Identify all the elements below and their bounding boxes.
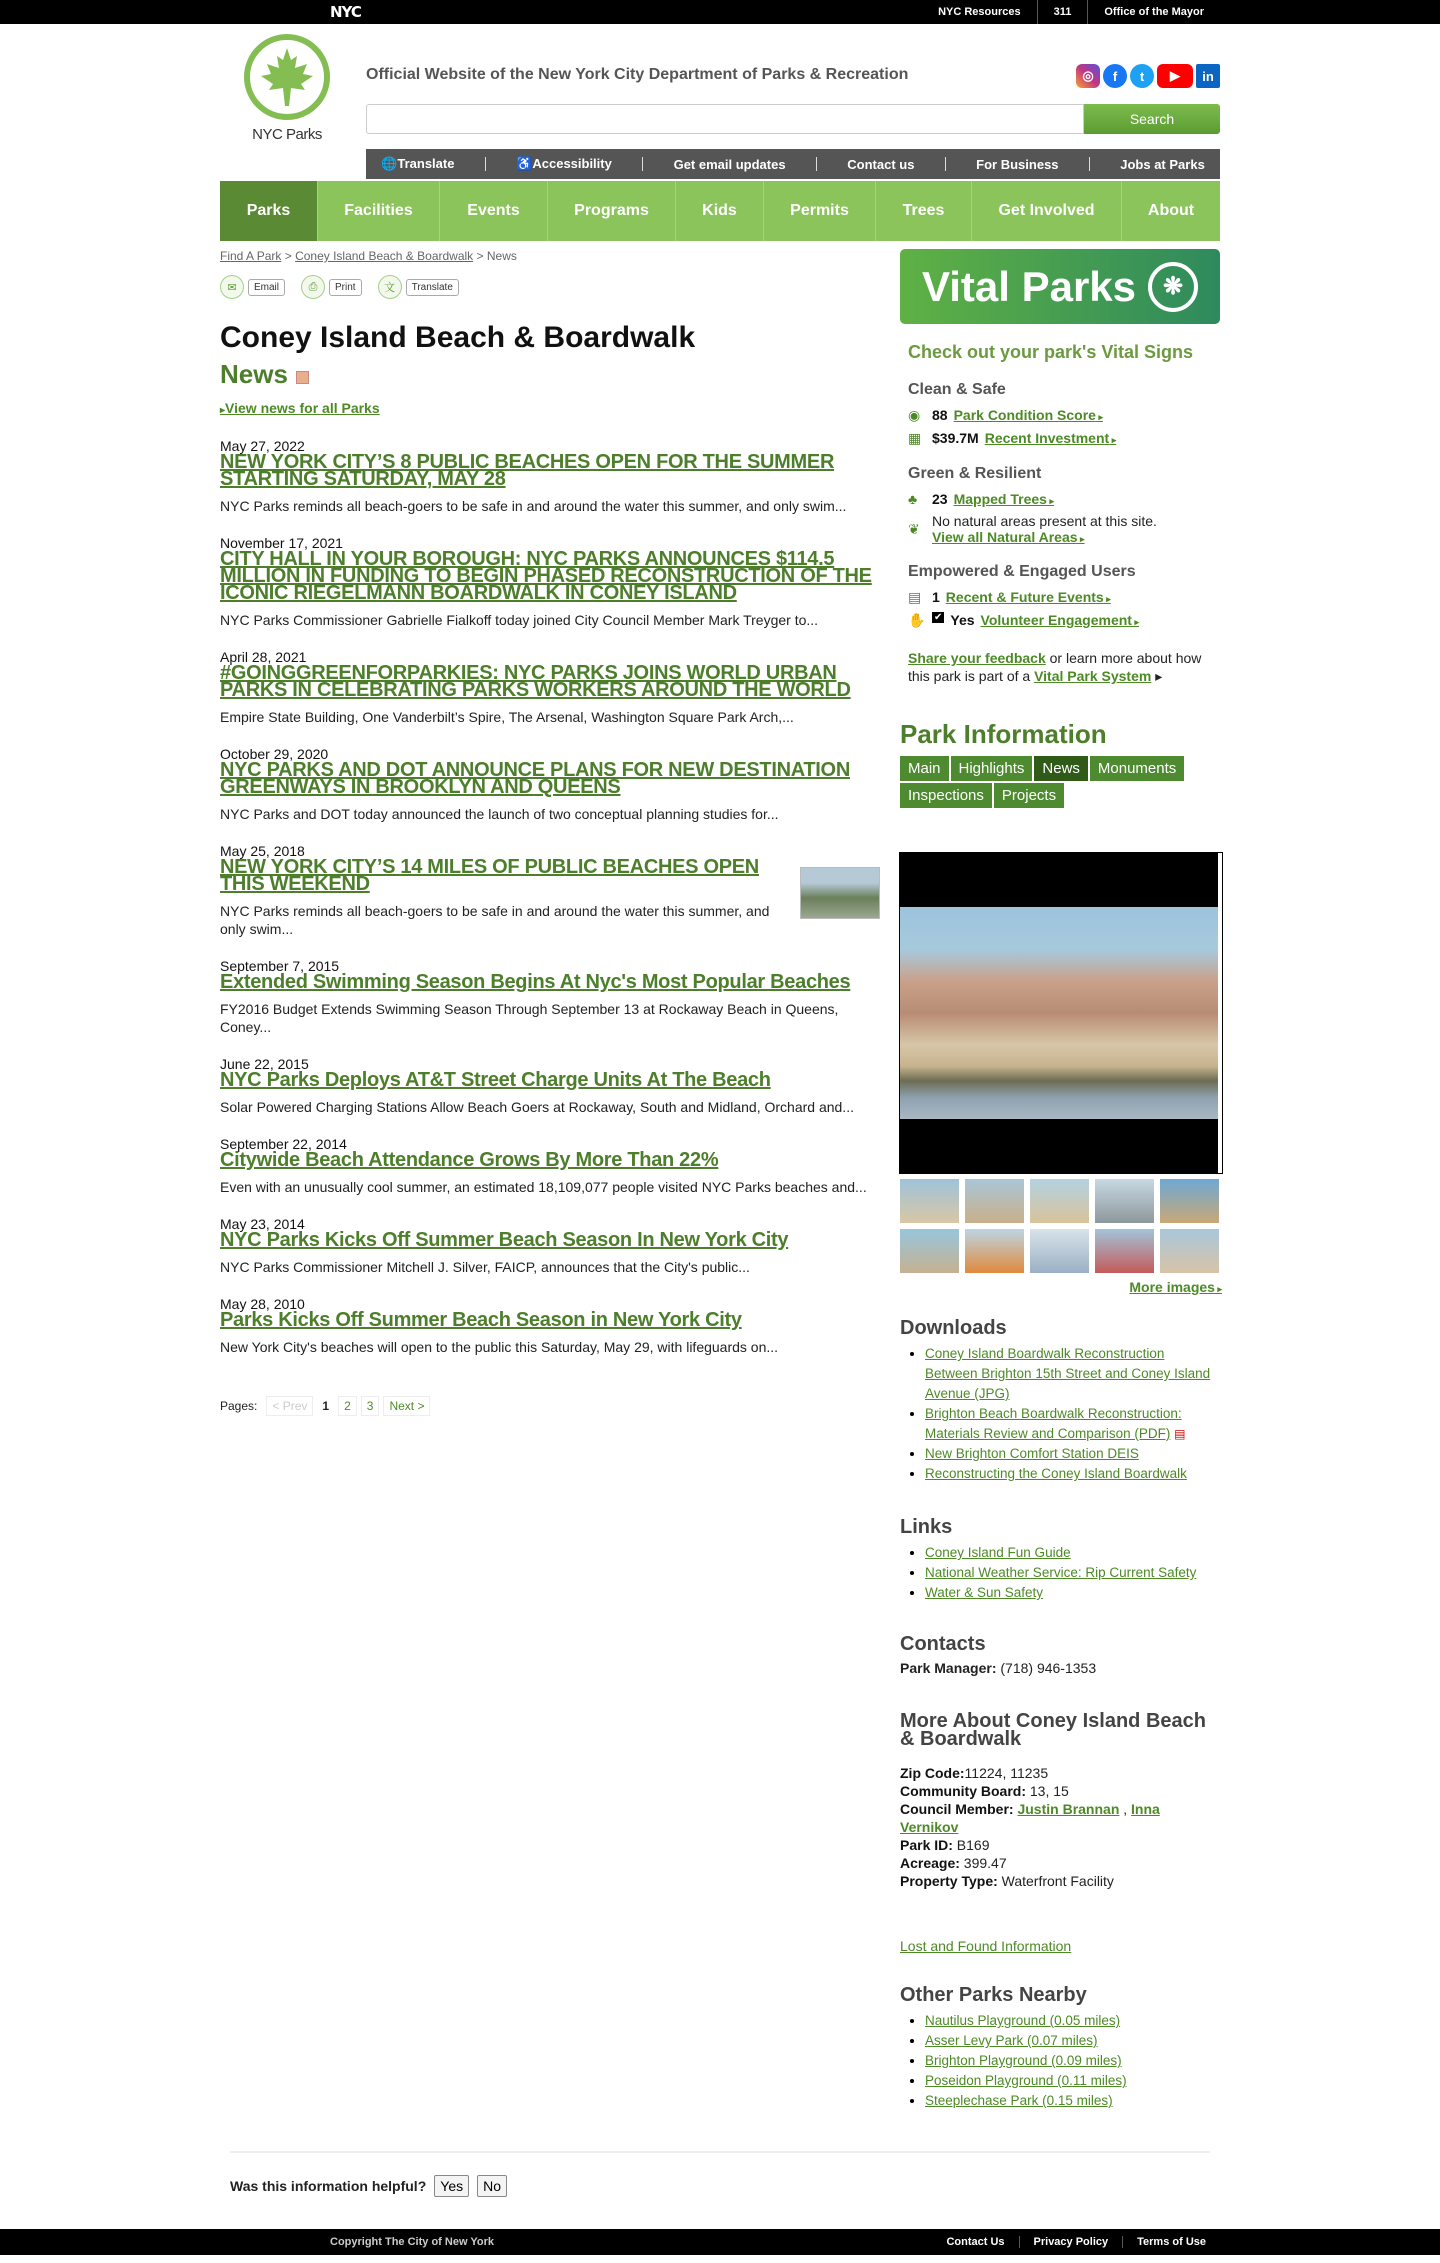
page-title: Coney Island Beach & Boardwalk xyxy=(220,321,696,354)
divider xyxy=(230,2151,1210,2153)
feedback-middle-text: or learn more about how this park is part of a xyxy=(908,650,1202,684)
pdf-icon: ▤ xyxy=(1174,1427,1186,1441)
official-website-title: Official Website of the New York City Department of Parks & Recreation xyxy=(366,66,909,83)
tab-inspections[interactable]: Inspections xyxy=(900,783,992,808)
no-button[interactable]: No xyxy=(477,2175,507,2197)
news-title-link[interactable]: CITY HALL IN YOUR BOROUGH: NYC PARKS ANNOUNCES $114.5 MILLION IN FUNDING TO BEGIN PHASED RECONSTRUCTION OF THE ICONIC RIEGELMANN BOARDWALK IN CONEY ISLAND xyxy=(220,548,872,604)
social-links xyxy=(1076,64,1220,88)
gallery-thumbnail[interactable] xyxy=(900,1179,959,1223)
copyright: Copyright The City of New York xyxy=(330,2236,494,2248)
investment-value: $39.7M xyxy=(932,430,979,446)
maple-leaf-icon: ❋ xyxy=(1148,262,1198,312)
contacts-heading: Contacts xyxy=(900,1633,986,1655)
breadcrumb-find-a-park[interactable]: Find A Park xyxy=(220,249,282,263)
nav-kids[interactable]: Kids xyxy=(676,181,764,241)
board-label: Community Board: xyxy=(900,1783,1026,1799)
facebook-icon[interactable]: f xyxy=(1103,64,1127,88)
translate-icon: 🌐 xyxy=(381,156,398,171)
vital-park-system-link[interactable]: Vital Park System xyxy=(1034,668,1152,684)
pagination xyxy=(220,1396,880,1416)
volunteer-link[interactable]: Volunteer Engagement ▸ xyxy=(981,612,1139,628)
main-content xyxy=(220,249,880,2111)
nav-trees[interactable]: Trees xyxy=(876,181,972,241)
accessibility-label: Accessibility xyxy=(532,156,612,171)
nearby-park-link[interactable]: Poseidon Playground (0.11 miles) xyxy=(925,2073,1127,2088)
lost-found xyxy=(900,1938,1220,1954)
news-item xyxy=(220,1296,880,1356)
news-title-link[interactable]: Citywide Beach Attendance Grows By More Than 22% xyxy=(220,1149,719,1171)
prev-page-button: < Prev xyxy=(266,1396,313,1416)
nyc-resources-link[interactable]: NYC Resources xyxy=(938,6,1021,18)
breadcrumb-sep: > xyxy=(473,249,487,263)
tab-highlights[interactable]: Highlights xyxy=(951,756,1033,781)
list-item xyxy=(925,2071,1220,2091)
pages-label: Pages: xyxy=(220,1399,258,1413)
external-link[interactable]: Water & Sun Safety xyxy=(925,1585,1044,1600)
links-list xyxy=(900,1543,1220,1603)
for-business-link[interactable]: For Business xyxy=(976,156,1059,172)
gallery-thumbnail[interactable] xyxy=(1095,1179,1154,1223)
trees-row xyxy=(908,491,1220,507)
news-date: June 22, 2015 xyxy=(220,1056,309,1072)
tab-main[interactable]: Main xyxy=(900,756,949,781)
translate-link[interactable] xyxy=(381,156,454,172)
nav-parks[interactable]: Parks xyxy=(220,181,318,241)
natural-areas-link[interactable]: View all Natural Areas ▸ xyxy=(932,529,1085,545)
youtube-icon[interactable]: ▶ xyxy=(1157,64,1193,88)
external-link[interactable]: Coney Island Fun Guide xyxy=(925,1545,1071,1560)
share-tools xyxy=(220,275,880,299)
acreage-value: 399.47 xyxy=(959,1855,1007,1871)
news-summary: NYC Parks and DOT today announced the launch of two conceptual planning studies for... xyxy=(220,806,779,822)
lost-found-link[interactable]: Lost and Found Information xyxy=(900,1938,1072,1954)
vital-parks-title: Vital Parks xyxy=(921,262,1137,310)
print-label: Print xyxy=(329,279,362,296)
natural-areas-text: No natural areas present at this site. xyxy=(932,513,1157,529)
park-id-label: Park ID: xyxy=(900,1837,953,1853)
gallery-thumbnail[interactable] xyxy=(1160,1229,1219,1273)
linkedin-icon[interactable]: in xyxy=(1196,64,1220,88)
links-heading: Links xyxy=(900,1516,953,1538)
accessibility-link[interactable] xyxy=(516,156,612,172)
investment-link[interactable]: Recent Investment ▸ xyxy=(985,430,1117,446)
mapped-trees-link[interactable]: Mapped Trees ▸ xyxy=(954,491,1054,507)
acreage-label: Acreage: xyxy=(900,1855,960,1871)
property-type-label: Property Type: xyxy=(900,1873,998,1889)
gallery-thumbnail[interactable] xyxy=(1030,1179,1089,1223)
yes-button[interactable]: Yes xyxy=(434,2175,469,2197)
printer-icon: ⎙ xyxy=(301,275,325,299)
green-resilient-heading: Green & Resilient xyxy=(908,465,1042,482)
jobs-link[interactable]: Jobs at Parks xyxy=(1120,156,1205,172)
gallery-main-image[interactable] xyxy=(900,853,1222,1173)
news-title-link[interactable]: Parks Kicks Off Summer Beach Season in New York City xyxy=(220,1309,742,1331)
park-manager-label: Park Manager: xyxy=(900,1660,997,1676)
nav-events[interactable]: Events xyxy=(440,181,548,241)
list-item xyxy=(925,1543,1220,1563)
news-summary: NYC Parks Commissioner Mitchell J. Silver, FAICP, announces that the City's public... xyxy=(220,1259,750,1275)
contact-us-link[interactable]: Contact us xyxy=(847,156,915,172)
list-item xyxy=(925,1344,1220,1404)
translate-button[interactable] xyxy=(378,275,459,299)
news-item xyxy=(220,1136,880,1196)
zip-value: 11224, 11235 xyxy=(964,1765,1049,1781)
nearby-park-link[interactable]: Steeplechase Park (0.15 miles) xyxy=(925,2093,1113,2108)
engaged-users-heading: Empowered & Engaged Users xyxy=(908,563,1136,580)
news-summary: NYC Parks Commissioner Gabrielle Fialkoff today joined City Council Member Mark Treyger to... xyxy=(220,612,819,628)
page-1: 1 xyxy=(322,1399,330,1413)
news-date: September 22, 2014 xyxy=(220,1136,347,1152)
council-member-link[interactable]: Inna Vernikov xyxy=(900,1801,1160,1835)
investment-icon: ▦ xyxy=(908,430,922,446)
utility-bar xyxy=(366,149,1220,179)
header xyxy=(220,24,1220,172)
search-button[interactable]: Search xyxy=(1084,104,1220,134)
downloads-list xyxy=(900,1344,1220,1484)
translate-icon: 文 xyxy=(378,275,402,299)
search-input[interactable] xyxy=(366,104,1084,134)
nearby-list xyxy=(900,2011,1220,2111)
list-item xyxy=(925,1583,1220,1603)
park-manager-contact xyxy=(900,1660,1220,1676)
page-2[interactable]: 2 xyxy=(338,1396,357,1416)
footer-terms-link[interactable]: Terms of Use xyxy=(1122,2236,1220,2248)
nyc-logo[interactable]: NYC xyxy=(330,3,361,21)
nyc-parks-logo[interactable] xyxy=(243,34,331,143)
page-3[interactable]: 3 xyxy=(361,1396,380,1416)
park-id-value: B169 xyxy=(952,1837,990,1853)
volunteer-value: Yes xyxy=(950,612,975,628)
divider xyxy=(642,157,643,171)
download-link[interactable]: Coney Island Boardwalk Reconstruction Between Brighton 15th Street and Coney Island Avenue (JPG) xyxy=(925,1346,1211,1401)
park-manager-phone: (718) 946-1353 xyxy=(996,1660,1097,1676)
news-title-link[interactable]: NYC Parks Deploys AT&T Street Charge Units At The Beach xyxy=(220,1069,771,1091)
news-date: November 17, 2021 xyxy=(220,535,343,551)
breadcrumb-park[interactable]: Coney Island Beach & Boardwalk xyxy=(295,249,474,263)
events-link[interactable]: Recent & Future Events ▸ xyxy=(946,589,1111,605)
gallery-thumbnail[interactable] xyxy=(965,1229,1024,1273)
news-item xyxy=(220,958,880,1036)
property-type-value: Waterfront Facility xyxy=(997,1873,1114,1889)
breadcrumb-sep: > xyxy=(281,249,296,263)
news-summary: Empire State Building, One Vanderbilt’s Spire, The Arsenal, Washington Square Park Arch,... xyxy=(220,709,794,725)
list-item xyxy=(925,1464,1220,1484)
news-date: May 23, 2014 xyxy=(220,1216,305,1232)
breadcrumb xyxy=(220,249,880,263)
footer xyxy=(0,2229,1440,2255)
handshake-icon: ✋ xyxy=(908,612,926,628)
gauge-icon: ◉ xyxy=(908,407,921,423)
clean-safe-heading: Clean & Safe xyxy=(908,381,1006,398)
list-item xyxy=(925,1444,1220,1464)
more-images xyxy=(900,1279,1222,1295)
news-date: May 27, 2022 xyxy=(220,438,305,454)
nearby-park-link[interactable]: Brighton Playground (0.09 miles) xyxy=(925,2053,1122,2068)
tab-projects[interactable]: Projects xyxy=(994,783,1064,808)
news-summary: Solar Powered Charging Stations Allow Beach Goers at Rockaway, South and Midland, Orchard and... xyxy=(220,1099,854,1115)
news-date: May 28, 2010 xyxy=(220,1296,305,1312)
news-date: September 7, 2015 xyxy=(220,958,340,974)
checkbox-icon: ✔ xyxy=(934,612,943,623)
tab-news[interactable]: News xyxy=(1034,756,1088,781)
nearby-park-link[interactable]: Asser Levy Park (0.07 miles) xyxy=(925,2033,1098,2048)
more-images-link[interactable]: More images ▸ xyxy=(1129,1279,1222,1295)
instagram-icon[interactable]: ◎ xyxy=(1076,64,1100,88)
top-bar xyxy=(0,0,1440,24)
park-info-tabs xyxy=(900,756,1210,808)
office-of-mayor-link[interactable]: Office of the Mayor xyxy=(1087,0,1220,24)
condition-score-link[interactable]: Park Condition Score ▸ xyxy=(954,407,1103,423)
section-title-text: News xyxy=(220,359,288,389)
trees-icon: ♣ xyxy=(908,491,918,507)
email-label: Email xyxy=(248,279,285,296)
nav-facilities[interactable]: Facilities xyxy=(318,181,440,241)
nav-about[interactable]: About xyxy=(1147,202,1195,219)
news-title-link[interactable]: NEW YORK CITY’S 14 MILES OF PUBLIC BEACHES OPEN THIS WEEKEND xyxy=(220,856,759,895)
gallery-thumbnail[interactable] xyxy=(900,1229,959,1273)
board-value: 13, 15 xyxy=(1026,1783,1069,1799)
more-about-heading: More About Coney Island Beach & Boardwalk xyxy=(900,1710,1206,1750)
view-all-news-link[interactable]: ▸ View news for all Parks xyxy=(220,400,380,416)
news-date: April 28, 2021 xyxy=(220,649,307,665)
gallery-thumbnail[interactable] xyxy=(1095,1229,1154,1273)
news-title-link[interactable]: NYC PARKS AND DOT ANNOUNCE PLANS FOR NEW DESTINATION GREENWAYS IN BROOKLYN AND QUEENS xyxy=(220,759,850,798)
accessibility-icon: ♿ xyxy=(516,156,533,171)
gallery-thumbnail[interactable] xyxy=(1030,1229,1089,1273)
condition-score-value: 88 xyxy=(932,407,948,423)
vital-signs-title: Check out your park's Vital Signs xyxy=(908,342,1194,362)
news-title-link[interactable]: NYC Parks Kicks Off Summer Beach Season In New York City xyxy=(220,1229,789,1251)
calendar-icon: ▤ xyxy=(908,589,922,605)
trees-value: 23 xyxy=(932,491,948,507)
list-item xyxy=(925,2091,1220,2111)
print-button[interactable] xyxy=(301,275,362,299)
news-item xyxy=(220,649,880,726)
gallery-thumbnail[interactable] xyxy=(965,1179,1024,1223)
news-summary: FY2016 Budget Extends Swimming Season Through September 13 at Rockaway Beach in Queens, Coney... xyxy=(220,1001,839,1035)
next-page-button[interactable]: Next > xyxy=(383,1396,430,1416)
condition-score-row xyxy=(908,407,1220,424)
vital-parks-banner[interactable] xyxy=(900,249,1220,324)
helpful-question: Was this information helpful? xyxy=(230,2178,427,2194)
news-item xyxy=(220,535,880,629)
news-summary: NYC Parks reminds all beach-goers to be safe in and around the water this summer, and only swim... xyxy=(220,903,770,937)
nearby-heading: Other Parks Nearby xyxy=(900,1984,1087,2006)
search-form xyxy=(366,104,1220,134)
news-item xyxy=(220,843,880,938)
list-item xyxy=(925,2051,1220,2071)
gallery-thumbnails xyxy=(900,1179,1222,1273)
footer-privacy-link[interactable]: Privacy Policy xyxy=(1019,2236,1123,2248)
volunteer-row xyxy=(908,612,1220,629)
sidebar xyxy=(900,249,1220,2111)
natural-areas-row xyxy=(908,513,1220,545)
list-item xyxy=(925,2031,1220,2051)
section-title xyxy=(220,359,880,390)
external-link[interactable]: National Weather Service: Rip Current Safety xyxy=(925,1565,1197,1580)
nav-programs[interactable]: Programs xyxy=(548,181,676,241)
breadcrumb-current: News xyxy=(486,249,517,263)
news-date: October 29, 2020 xyxy=(220,746,329,762)
news-title-link[interactable]: #GOINGGREENFORPARKIES: NYC PARKS JOINS WORLD URBAN PARKS IN CELEBRATING PARKS WORKERS AROUND THE WORLD xyxy=(220,662,851,701)
park-information-title: Park Information xyxy=(900,719,1107,749)
gallery-thumbnail[interactable] xyxy=(1160,1179,1219,1223)
divider xyxy=(945,157,946,171)
email-updates-link[interactable]: Get email updates xyxy=(673,156,786,172)
photo-gallery xyxy=(900,853,1222,1295)
list-item xyxy=(925,2011,1220,2031)
leaf-icon: ❦ xyxy=(908,521,920,537)
news-summary: NYC Parks reminds all beach-goers to be safe in and around the water this summer, and only swim... xyxy=(220,498,847,514)
download-link[interactable]: New Brighton Comfort Station DEIS xyxy=(925,1446,1139,1461)
nearby-park-link[interactable]: Nautilus Playground (0.05 miles) xyxy=(925,2013,1121,2028)
envelope-icon: ✉ xyxy=(220,275,244,299)
council-member-link[interactable]: Justin Brannan xyxy=(1017,1801,1120,1817)
park-details: Zip Code:11224, 11235 Community Board: 13, 15 Council Member: Justin Brannan , Inna Vernikov Park ID: B169 Acreage: 399.47 Property Type: Waterfront Facility xyxy=(900,1765,1160,1889)
news-item xyxy=(220,746,880,823)
twitter-icon[interactable]: t xyxy=(1130,64,1154,88)
news-title-link[interactable]: NEW YORK CITY’S 8 PUBLIC BEACHES OPEN FOR THE SUMMER STARTING SATURDAY, MAY 28 xyxy=(220,451,835,490)
list-item xyxy=(925,1404,1220,1444)
divider xyxy=(1089,157,1090,171)
maple-leaf-icon xyxy=(244,34,330,120)
translate-label: Translate xyxy=(406,279,459,296)
nav-get-involved[interactable]: Get Involved xyxy=(972,181,1122,241)
news-date: May 25, 2018 xyxy=(220,843,305,859)
news-summary: New York City's beaches will open to the public this Saturday, May 29, with lifeguards on... xyxy=(220,1339,779,1355)
rss-icon[interactable] xyxy=(296,371,309,384)
logo-label: NYC Parks xyxy=(252,126,322,143)
tab-monuments[interactable]: Monuments xyxy=(1090,756,1184,781)
nav-permits[interactable]: Permits xyxy=(764,181,876,241)
events-value: 1 xyxy=(932,589,940,605)
divider xyxy=(816,157,817,171)
news-thumbnail[interactable] xyxy=(800,867,880,919)
feedback-text: Share your feedback or learn more about how this park is part of a Vital Park System ▸ xyxy=(908,650,1202,684)
email-button[interactable] xyxy=(220,275,285,299)
footer-contact-link[interactable]: Contact Us xyxy=(946,2236,1005,2248)
news-title-link[interactable]: Extended Swimming Season Begins At Nyc's Most Popular Beaches xyxy=(220,971,851,993)
download-link[interactable]: Brighton Beach Boardwalk Reconstruction: Materials Review and Comparison (PDF) xyxy=(925,1406,1182,1441)
news-item xyxy=(220,1056,880,1116)
zip-label: Zip Code: xyxy=(900,1765,965,1781)
coney-island-photo xyxy=(900,907,1218,1119)
investment-row xyxy=(908,430,1220,447)
news-summary: Even with an unusually cool summer, an estimated 18,109,077 people visited NYC Parks beaches and... xyxy=(220,1179,867,1195)
council-label: Council Member: xyxy=(900,1801,1014,1817)
feedback-widget xyxy=(230,2175,1220,2197)
share-feedback-link[interactable]: Share your feedback xyxy=(908,650,1046,666)
list-item xyxy=(925,1563,1220,1583)
downloads-heading: Downloads xyxy=(900,1317,1007,1339)
events-row xyxy=(908,589,1220,606)
download-link[interactable]: Reconstructing the Coney Island Boardwalk xyxy=(925,1466,1187,1481)
divider xyxy=(485,157,486,171)
translate-label: Translate xyxy=(397,156,455,171)
news-item xyxy=(220,1216,880,1276)
main-nav xyxy=(220,181,1220,241)
311-link[interactable]: 311 xyxy=(1037,0,1088,24)
news-item xyxy=(220,438,880,515)
